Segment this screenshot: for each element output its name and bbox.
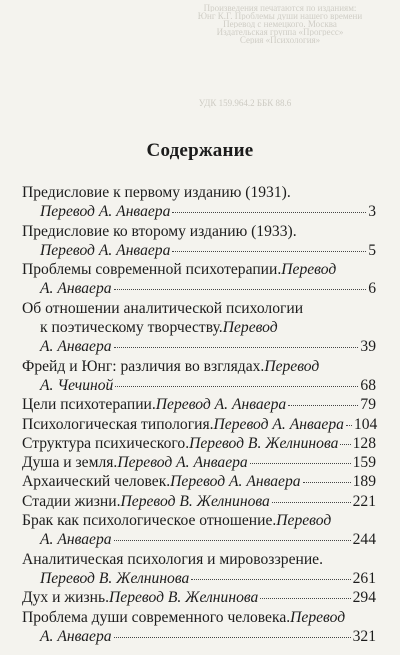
- toc-entry: [22, 453, 376, 472]
- toc-page-number: 39: [360, 338, 376, 356]
- toc-translator: А. Анваера: [40, 627, 112, 645]
- toc-title-line: [22, 183, 376, 202]
- toc-translator: А. Анваера: [40, 531, 112, 549]
- toc-page-number: 321: [352, 627, 376, 645]
- toc-page-number: 104: [353, 415, 378, 433]
- toc-translator-line: [22, 241, 376, 260]
- toc-entry-title: Структура психического.: [22, 434, 190, 452]
- toc-title-line: [22, 453, 376, 472]
- toc-entry-title: Душа и земля.: [22, 454, 118, 472]
- toc-entry-title: Предисловие ко второму изданию (1933).: [22, 222, 297, 240]
- toc-translator-prefix: Перевод: [281, 261, 337, 279]
- toc-page-number: 3: [368, 203, 376, 221]
- toc-translator-line: [22, 202, 376, 221]
- ghost-line: Издательская группа «Прогресс»: [216, 28, 344, 36]
- toc-translator-line: [22, 376, 376, 395]
- toc-translator-prefix: Перевод: [276, 512, 332, 530]
- toc-title-line: [22, 318, 376, 337]
- toc-entry: [22, 357, 376, 396]
- toc-translator: Перевод А. Анваера: [155, 396, 287, 414]
- ghost-line: Серия «Психология»: [239, 36, 321, 44]
- toc-entry: [22, 492, 376, 511]
- toc-title-line: [22, 415, 376, 434]
- toc-translator: Перевод В. Желнинова: [40, 569, 190, 587]
- toc-leader-dots: [288, 405, 358, 406]
- toc-entry-title: Архаический человек.: [22, 473, 171, 491]
- toc-entry: [22, 550, 376, 589]
- toc-entry: [22, 415, 376, 434]
- toc-entry: [22, 511, 376, 550]
- toc-translator-line: [22, 627, 376, 646]
- toc-leader-dots: [250, 463, 351, 464]
- ghost-line: Юнг К.Г. Проблемы души нашего времени: [197, 12, 363, 20]
- toc-title-line: [22, 434, 376, 453]
- toc-leader-dots: [260, 598, 350, 599]
- toc-translator: Перевод А. Анваера: [40, 203, 171, 221]
- toc-translator-prefix: Перевод: [222, 319, 278, 337]
- toc-leader-dots: [172, 212, 366, 213]
- toc-title-line: [22, 357, 376, 376]
- toc-entry-title: Стадии жизни.: [22, 492, 121, 510]
- toc-leader-dots: [303, 482, 351, 483]
- toc-title-line: [22, 588, 376, 607]
- toc-translator: Перевод В. Желнинова: [189, 434, 339, 452]
- toc-title-line: [22, 222, 376, 241]
- ghost-line: Произведения печатаются по изданиям:: [203, 4, 357, 12]
- toc-title-line: [22, 260, 376, 279]
- toc-entry: [22, 472, 376, 491]
- toc-leader-dots: [340, 444, 350, 445]
- toc-entry: [22, 222, 376, 261]
- toc-title-line: [22, 299, 376, 318]
- page-title: Содержание: [146, 140, 254, 161]
- toc-page-number: 294: [352, 589, 376, 607]
- toc-title-line: [22, 472, 376, 491]
- toc-page-number: 68: [360, 376, 376, 394]
- toc-entry-title: Психологическая типология.: [22, 415, 214, 433]
- toc-page-number: 221: [352, 492, 376, 510]
- toc-leader-dots: [191, 579, 350, 580]
- toc-translator-prefix: Перевод: [290, 608, 346, 626]
- toc-translator-line: [22, 569, 376, 588]
- toc-translator: А. Анваера: [40, 280, 112, 298]
- table-of-contents: [22, 183, 376, 646]
- toc-translator-line: [22, 530, 376, 549]
- toc-title-line: [22, 511, 376, 530]
- toc-leader-dots: [114, 347, 359, 348]
- toc-entry-title: к поэтическому творчеству.: [40, 319, 223, 337]
- toc-entry: [22, 434, 376, 453]
- toc-leader-dots: [172, 251, 366, 252]
- toc-page-number: 5: [368, 241, 376, 259]
- toc-entry: [22, 260, 376, 299]
- toc-entry-title: Предисловие к первому изданию (1931).: [22, 184, 291, 201]
- toc-entry-title: Цели психотерапии.: [22, 396, 156, 414]
- toc-leader-dots: [114, 540, 351, 541]
- toc-translator: Перевод А. Анваера: [213, 415, 344, 433]
- toc-title-line: [22, 395, 376, 414]
- toc-translator: Перевод В. Желнинова: [109, 589, 259, 607]
- toc-leader-dots: [115, 386, 358, 387]
- toc-translator: Перевод А. Анваера: [117, 454, 248, 472]
- toc-leader-dots: [114, 289, 367, 290]
- toc-title-line: [22, 608, 376, 627]
- toc-page-number: 79: [360, 396, 376, 414]
- toc-translator: Перевод В. Желнинова: [120, 492, 270, 510]
- toc-page-number: 261: [352, 569, 376, 587]
- toc-entry: [22, 299, 376, 357]
- toc-page-number: 189: [352, 473, 376, 491]
- toc-leader-dots: [346, 425, 352, 426]
- toc-entry: [22, 588, 376, 607]
- toc-translator: Перевод А. Анваера: [170, 473, 301, 491]
- toc-page-number: 159: [352, 454, 376, 472]
- toc-entry: [22, 395, 376, 414]
- toc-page-number: 244: [352, 531, 376, 549]
- toc-translator-prefix: Перевод: [264, 357, 320, 375]
- toc-translator: Перевод А. Анваера: [40, 241, 171, 259]
- toc-translator: А. Анваера: [40, 338, 112, 356]
- toc-leader-dots: [272, 502, 351, 503]
- toc-translator-line: [22, 337, 376, 356]
- toc-page-number: 128: [352, 434, 376, 452]
- toc-translator-line: [22, 279, 376, 298]
- toc-entry-title: Аналитическая психология и мировоззрение.: [22, 550, 323, 568]
- toc-page-number: 6: [368, 280, 376, 298]
- toc-entry-title: Дух и жизнь.: [22, 589, 110, 607]
- toc-entry-title: Фрейд и Юнг: различия во взглядах.: [22, 357, 265, 375]
- toc-entry-title: Брак как психологическое отношение.: [22, 512, 277, 530]
- toc-leader-dots: [114, 637, 351, 638]
- toc-entry-title: Проблемы современной психотерапии.: [22, 261, 282, 279]
- bleed-through-mid: УДК 159.964.2 ББК 88.6: [198, 98, 292, 108]
- toc-entry-title: Об отношении аналитической психологии: [22, 299, 304, 317]
- bleed-through-text: [170, 4, 390, 44]
- ghost-line: Перевод с немецкого. Москва: [223, 20, 337, 28]
- toc-title-line: [22, 550, 376, 569]
- toc-translator: А. Чечиной: [40, 376, 114, 394]
- toc-title-line: [22, 492, 376, 511]
- toc-entry: [22, 608, 376, 647]
- toc-entry-title: Проблема души современного человека.: [22, 608, 291, 626]
- toc-entry: [22, 183, 376, 222]
